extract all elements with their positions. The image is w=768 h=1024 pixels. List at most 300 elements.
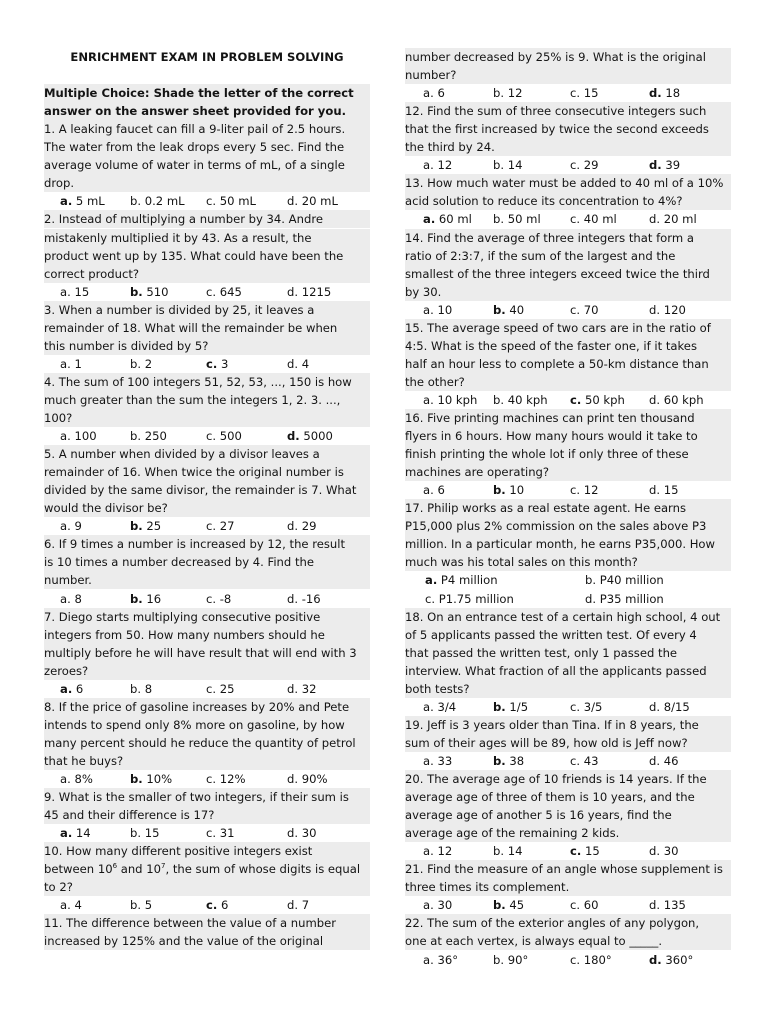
question-text-line: 3. When a number is divided by 25, it leaves a <box>44 301 370 319</box>
choice-letter: b. <box>493 700 506 714</box>
answer-choice-a[interactable] <box>60 824 91 842</box>
choice-value: 3/4 <box>437 700 457 714</box>
question-text-line: 22. The sum of the exterior angles of any polygon, <box>405 914 731 932</box>
question-text-line: number. <box>44 571 370 589</box>
answer-choices <box>405 951 731 969</box>
answer-choice-a[interactable] <box>423 481 445 499</box>
question-text-line: ratio of 2:3:7, if the sum of the largest and the <box>405 247 731 265</box>
question-text-line: intends to spend only 8% more on gasoline, by how <box>44 716 370 734</box>
choice-value: 180° <box>583 953 612 967</box>
choice-value: 3 <box>220 357 229 371</box>
choice-value: 6 <box>220 898 229 912</box>
answer-choice-c[interactable] <box>425 590 514 608</box>
answer-choice-d[interactable] <box>649 84 680 102</box>
answer-choice-c[interactable] <box>570 842 600 860</box>
answer-choice-d[interactable] <box>287 590 321 608</box>
choice-value: 50 ml <box>507 212 541 226</box>
answer-choice-d[interactable] <box>287 517 317 535</box>
answer-choice-c[interactable] <box>570 752 599 770</box>
answer-choice-b[interactable] <box>130 590 161 608</box>
answer-choice-b[interactable] <box>130 192 185 210</box>
question-text-line: both tests? <box>405 680 731 698</box>
answer-choices <box>405 481 731 499</box>
choice-letter: d. <box>287 592 299 606</box>
question-text-line: The water from the leak drops every 5 sec. Find the <box>44 138 370 156</box>
choice-value: 27 <box>219 519 235 533</box>
answer-choice-b[interactable] <box>493 84 523 102</box>
answer-choice-b[interactable] <box>130 824 160 842</box>
choice-letter: b. <box>130 898 142 912</box>
choice-letter: c. <box>570 483 581 497</box>
choice-value: 60 ml <box>438 212 472 226</box>
choice-value: 12 <box>437 158 453 172</box>
answer-choice-d[interactable] <box>287 427 333 445</box>
choice-letter: a. <box>60 772 71 786</box>
choice-value: 510 <box>146 285 169 299</box>
choice-letter: a. <box>423 86 434 100</box>
choice-letter: d. <box>649 158 662 172</box>
choice-letter: a. <box>60 682 73 696</box>
answer-choice-d[interactable] <box>649 842 679 860</box>
answer-choice-c[interactable] <box>570 698 602 716</box>
answer-choice-d[interactable] <box>649 481 679 499</box>
choice-letter: a. <box>60 429 71 443</box>
choice-letter: d. <box>287 357 299 371</box>
choice-value: 12 <box>583 483 599 497</box>
answer-choice-c[interactable] <box>206 192 256 210</box>
question-text-line: remainder of 18. What will the remainder be when <box>44 319 370 337</box>
answer-choice-d[interactable] <box>287 770 328 788</box>
answer-choice-d[interactable] <box>287 824 317 842</box>
answer-choice-c[interactable] <box>570 391 625 409</box>
question-text-line: one at each vertex, is always equal to _____. <box>405 932 731 950</box>
choice-value: P4 million <box>440 573 498 587</box>
question-text-line: mistakenly multiplied it by 43. As a result, the <box>44 229 370 247</box>
choice-value: 120 <box>663 303 686 317</box>
choice-value: 38 <box>509 754 525 768</box>
answer-choice-c[interactable] <box>206 517 235 535</box>
choice-value: 50 kph <box>584 393 625 407</box>
question-text-line: 1. A leaking faucet can fill a 9-liter pail of 2.5 hours. <box>44 120 370 138</box>
text-part: and 10 <box>117 862 161 876</box>
question-text-line: that the first increased by twice the second exceeds <box>405 120 731 138</box>
question-text-line: many percent should he reduce the quantity of petrol <box>44 734 370 752</box>
choice-letter: c. <box>206 519 217 533</box>
choice-value: 40 kph <box>507 393 548 407</box>
choice-value: 4 <box>74 898 82 912</box>
choice-letter: c. <box>206 682 217 696</box>
choice-letter: a. <box>60 194 73 208</box>
question-text-line: half an hour less to complete a 50-km distance than <box>405 355 731 373</box>
choice-value: 1215 <box>301 285 332 299</box>
choice-letter: d. <box>287 682 299 696</box>
answer-choice-a[interactable] <box>60 896 82 914</box>
text-part: , the sum of whose digits is equal <box>165 862 361 876</box>
answer-choice-c[interactable] <box>570 156 599 174</box>
choice-value: 12 <box>507 86 523 100</box>
answer-choice-d[interactable] <box>287 355 309 373</box>
answer-choice-b[interactable] <box>130 283 169 301</box>
choice-value: 60 kph <box>663 393 704 407</box>
answer-choices <box>405 210 731 228</box>
question-text-line: 100? <box>44 409 370 427</box>
answer-choices <box>44 824 370 842</box>
choice-value: 4 <box>301 357 310 371</box>
answer-choices <box>44 427 370 445</box>
question-text-line: the other? <box>405 373 731 391</box>
answer-choice-a[interactable] <box>423 752 452 770</box>
instructions-line: answer on the answer sheet provided for you. <box>44 102 370 120</box>
answer-choices <box>405 571 731 589</box>
answer-choice-b[interactable] <box>493 210 541 228</box>
choice-value: 40 <box>509 303 525 317</box>
answer-choice-b[interactable] <box>130 770 172 788</box>
question-text-line: is 10 times a number decreased by 4. Find the <box>44 553 370 571</box>
question-text-line: average age of three of them is 10 years, and the <box>405 788 731 806</box>
choice-letter: d. <box>287 519 299 533</box>
choice-letter: d. <box>287 898 299 912</box>
answer-choice-a[interactable] <box>423 896 452 914</box>
choice-letter: c. <box>206 826 217 840</box>
question-text-line: that he buys? <box>44 752 370 770</box>
choice-value: 25 <box>219 682 235 696</box>
answer-choice-c[interactable] <box>206 770 246 788</box>
question-text-line: smallest of the three integers exceed twice the third <box>405 265 731 283</box>
choice-value: 20 ml <box>663 212 697 226</box>
choice-letter: b. <box>130 772 143 786</box>
choice-value: 6 <box>437 86 445 100</box>
choice-letter: c. <box>206 357 218 371</box>
answer-choices <box>44 283 370 301</box>
choice-value: 45 <box>509 898 525 912</box>
answer-choice-a[interactable] <box>60 192 105 210</box>
choice-letter: a. <box>60 519 71 533</box>
answer-choice-d[interactable] <box>649 301 686 319</box>
choice-value: 10% <box>146 772 173 786</box>
choice-letter: b. <box>130 682 142 696</box>
answer-choice-c[interactable] <box>206 824 235 842</box>
choice-value: 43 <box>583 754 599 768</box>
answer-choice-d[interactable] <box>649 752 679 770</box>
choice-letter: d. <box>649 898 661 912</box>
choice-letter: a. <box>423 158 434 172</box>
choice-letter: d. <box>649 393 661 407</box>
answer-choice-d[interactable] <box>585 590 664 608</box>
question-text-line: drop. <box>44 174 370 192</box>
choice-letter: c. <box>570 700 581 714</box>
choice-value: 0.2 mL <box>144 194 185 208</box>
answer-choice-a[interactable] <box>60 590 82 608</box>
choice-letter: d. <box>649 754 661 768</box>
answer-choice-d[interactable] <box>649 896 686 914</box>
choice-letter: c. <box>570 393 582 407</box>
choice-letter: c. <box>206 772 217 786</box>
answer-choice-c[interactable] <box>206 896 228 914</box>
choice-value: 12% <box>219 772 246 786</box>
choice-value: 15 <box>584 844 600 858</box>
choice-letter: a. <box>423 844 434 858</box>
choice-value: 50 mL <box>219 194 256 208</box>
question-text-line: remainder of 16. When twice the original number is <box>44 463 370 481</box>
choice-value: 14 <box>507 844 523 858</box>
choice-letter: d. <box>585 592 597 606</box>
answer-choice-a[interactable] <box>60 427 97 445</box>
question-text-line: 4. The sum of 100 integers 51, 52, 53, ..., 150 is how <box>44 373 370 391</box>
choice-letter: c. <box>570 86 581 100</box>
answer-choice-d[interactable] <box>649 391 704 409</box>
choice-value: 30 <box>437 898 453 912</box>
choice-letter: b. <box>130 285 143 299</box>
choice-value: 1/5 <box>509 700 529 714</box>
question-text-line: much was his total sales on this month? <box>405 553 731 571</box>
choice-value: 16 <box>146 592 162 606</box>
choice-value: 46 <box>663 754 679 768</box>
choice-letter: c. <box>570 953 581 967</box>
choice-letter: b. <box>493 303 506 317</box>
answer-choice-d[interactable] <box>649 698 690 716</box>
question-text-line: correct product? <box>44 265 370 283</box>
choice-value: 60 <box>583 898 599 912</box>
question-text-line: increased by 125% and the value of the original <box>44 932 370 950</box>
choice-letter: b. <box>493 844 505 858</box>
answer-choice-b[interactable] <box>130 355 152 373</box>
answer-choice-a[interactable] <box>425 571 498 589</box>
question-text-line: 14. Find the average of three integers that form a <box>405 229 731 247</box>
choice-value: 8/15 <box>663 700 690 714</box>
answer-choice-a[interactable] <box>423 210 472 228</box>
question-text-line: number? <box>405 66 731 84</box>
question-text-line: zeroes? <box>44 662 370 680</box>
question-text-line: divided by the same divisor, the remainder is 7. What <box>44 481 370 499</box>
choice-letter: d. <box>287 772 299 786</box>
answer-choices <box>405 391 731 409</box>
choice-value: 15 <box>663 483 679 497</box>
question-text-line: product went up by 135. What could have been the <box>44 247 370 265</box>
choice-letter: a. <box>60 898 71 912</box>
question-text-line <box>44 860 370 878</box>
choice-letter: b. <box>493 393 505 407</box>
answer-choice-d[interactable] <box>649 210 697 228</box>
answer-choice-c[interactable] <box>206 283 242 301</box>
blank-line <box>44 66 370 84</box>
choice-letter: d. <box>649 844 661 858</box>
question-text-line: acid solution to reduce its concentration to 4%? <box>405 192 731 210</box>
question-text-line: average volume of water in terms of mL, of a single <box>44 156 370 174</box>
choice-value: 14 <box>75 826 91 840</box>
answer-choice-a[interactable] <box>423 301 452 319</box>
choice-letter: c. <box>570 303 581 317</box>
choice-value: 39 <box>665 158 681 172</box>
answer-choices <box>405 698 731 716</box>
answer-choice-a[interactable] <box>60 283 89 301</box>
choice-letter: d. <box>287 826 299 840</box>
choice-letter: c. <box>570 754 581 768</box>
choice-letter: d. <box>287 194 299 208</box>
choice-letter: b. <box>493 158 505 172</box>
answer-choice-d[interactable] <box>649 951 693 969</box>
question-text-line: 5. A number when divided by a divisor leaves a <box>44 445 370 463</box>
choice-value: 29 <box>301 519 317 533</box>
answer-choice-b[interactable] <box>493 752 524 770</box>
choice-letter: b. <box>130 357 142 371</box>
choice-letter: b. <box>493 212 505 226</box>
choice-value: -8 <box>219 592 232 606</box>
answer-choice-c[interactable] <box>570 951 612 969</box>
answer-choice-c[interactable] <box>206 355 228 373</box>
answer-choices <box>405 752 731 770</box>
question-text-line: average age of another 5 is 16 years, find the <box>405 806 731 824</box>
answer-choice-b[interactable] <box>493 391 548 409</box>
choice-value: 36° <box>437 953 459 967</box>
answer-choice-c[interactable] <box>206 590 231 608</box>
answer-choice-b[interactable] <box>130 680 152 698</box>
choice-value: 9 <box>74 519 82 533</box>
answer-choices <box>44 192 370 210</box>
answer-choice-a[interactable] <box>423 951 458 969</box>
choice-letter: c. <box>206 429 217 443</box>
choice-letter: c. <box>425 592 436 606</box>
choice-value: 70 <box>583 303 599 317</box>
choice-value: 8 <box>144 682 153 696</box>
answer-choice-b[interactable] <box>493 896 524 914</box>
answer-choices <box>405 590 731 608</box>
choice-value: -16 <box>301 592 321 606</box>
question-text-line: by 30. <box>405 283 731 301</box>
answer-choices <box>44 896 370 914</box>
question-text-line: 21. Find the measure of an angle whose supplement is <box>405 860 731 878</box>
choice-letter: a. <box>60 285 71 299</box>
choice-value: 33 <box>437 754 453 768</box>
question-text-line: to 2? <box>44 878 370 896</box>
choice-value: 5 mL <box>75 194 105 208</box>
choice-value: 30 <box>663 844 679 858</box>
choice-letter: a. <box>60 592 71 606</box>
choice-letter: b. <box>130 592 143 606</box>
answer-choice-c[interactable] <box>570 210 617 228</box>
answer-choices <box>405 301 731 319</box>
exponent: 7 <box>160 862 166 871</box>
answer-choice-d[interactable] <box>649 156 680 174</box>
answer-choices <box>405 842 731 860</box>
choice-letter: a. <box>423 303 434 317</box>
answer-choice-d[interactable] <box>287 896 309 914</box>
answer-choice-a[interactable] <box>423 698 456 716</box>
answer-choice-b[interactable] <box>493 698 528 716</box>
answer-choice-b[interactable] <box>493 301 524 319</box>
answer-choice-a[interactable] <box>423 391 477 409</box>
choice-letter: c. <box>206 898 218 912</box>
choice-value: 25 <box>146 519 162 533</box>
answer-choice-b[interactable] <box>493 842 523 860</box>
choice-letter: b. <box>130 826 142 840</box>
choice-value: 135 <box>663 898 686 912</box>
choice-letter: d. <box>649 303 661 317</box>
question-text-line: the third by 24. <box>405 138 731 156</box>
answer-choices <box>405 156 731 174</box>
question-text-line: 20. The average age of 10 friends is 14 years. If the <box>405 770 731 788</box>
instructions-line: Multiple Choice: Shade the letter of the correct <box>44 84 370 102</box>
choice-letter: d. <box>649 212 661 226</box>
answer-choice-a[interactable] <box>60 770 93 788</box>
answer-choice-a[interactable] <box>60 517 82 535</box>
answer-choice-b[interactable] <box>130 427 167 445</box>
answer-choice-a[interactable] <box>423 156 452 174</box>
choice-value: 10 kph <box>437 393 478 407</box>
choice-value: 100 <box>74 429 97 443</box>
question-text-line: three times its complement. <box>405 878 731 896</box>
answer-choice-c[interactable] <box>570 301 599 319</box>
answer-choice-c[interactable] <box>206 427 242 445</box>
choice-letter: b. <box>585 573 597 587</box>
question-text-line: 8. If the price of gasoline increases by 20% and Pete <box>44 698 370 716</box>
choice-letter: c. <box>206 194 217 208</box>
choice-value: 6 <box>75 682 84 696</box>
answer-choice-d[interactable] <box>287 680 317 698</box>
answer-choice-d[interactable] <box>287 192 338 210</box>
question-text-line: 6. If 9 times a number is increased by 12, the result <box>44 535 370 553</box>
answer-choices <box>44 355 370 373</box>
choice-value: P40 million <box>599 573 664 587</box>
choice-letter: a. <box>423 953 434 967</box>
answer-choice-b[interactable] <box>493 951 528 969</box>
choice-letter: d. <box>649 700 661 714</box>
answer-choices <box>405 896 731 914</box>
choice-letter: a. <box>423 700 434 714</box>
choice-letter: c. <box>570 212 581 226</box>
question-text-line: million. In a particular month, he earns P35,000. How <box>405 535 731 553</box>
answer-choice-b[interactable] <box>493 156 523 174</box>
question-text-line: 7. Diego starts multiplying consecutive positive <box>44 608 370 626</box>
choice-letter: a. <box>423 754 434 768</box>
question-text-line: sum of their ages will be 89, how old is Jeff now? <box>405 734 731 752</box>
choice-value: 2 <box>144 357 153 371</box>
choice-value: 20 mL <box>301 194 338 208</box>
choice-letter: a. <box>423 898 434 912</box>
choice-value: 8% <box>74 772 93 786</box>
answer-choice-c[interactable] <box>206 680 235 698</box>
text-part: between 10 <box>44 862 113 876</box>
answer-choice-a[interactable] <box>423 84 445 102</box>
choice-letter: b. <box>493 483 506 497</box>
choice-value: 15 <box>74 285 90 299</box>
answer-choice-d[interactable] <box>287 283 331 301</box>
choice-letter: d. <box>649 86 662 100</box>
answer-choice-c[interactable] <box>570 481 599 499</box>
choice-letter: a. <box>423 393 434 407</box>
answer-choice-c[interactable] <box>570 84 599 102</box>
choice-value: 250 <box>144 429 167 443</box>
answer-choice-b[interactable] <box>130 517 161 535</box>
question-text-line: machines are operating? <box>405 463 731 481</box>
question-text-line: finish printing the whole lot if only three of these <box>405 445 731 463</box>
choice-letter: b. <box>493 86 505 100</box>
answer-choice-b[interactable] <box>493 481 524 499</box>
choice-letter: d. <box>287 285 299 299</box>
choice-letter: b. <box>130 519 143 533</box>
choice-value: 5 <box>144 898 153 912</box>
choice-value: 6 <box>437 483 445 497</box>
question-text-line: P15,000 plus 2% commission on the sales above P3 <box>405 517 731 535</box>
answer-choice-a[interactable] <box>423 842 452 860</box>
choice-letter: a. <box>425 573 438 587</box>
answer-choice-b[interactable] <box>585 571 664 589</box>
answer-choice-a[interactable] <box>60 355 82 373</box>
answer-choice-c[interactable] <box>570 896 599 914</box>
choice-value: 29 <box>583 158 599 172</box>
choice-value: 8 <box>74 592 82 606</box>
answer-choice-b[interactable] <box>130 896 152 914</box>
answer-choice-a[interactable] <box>60 680 83 698</box>
